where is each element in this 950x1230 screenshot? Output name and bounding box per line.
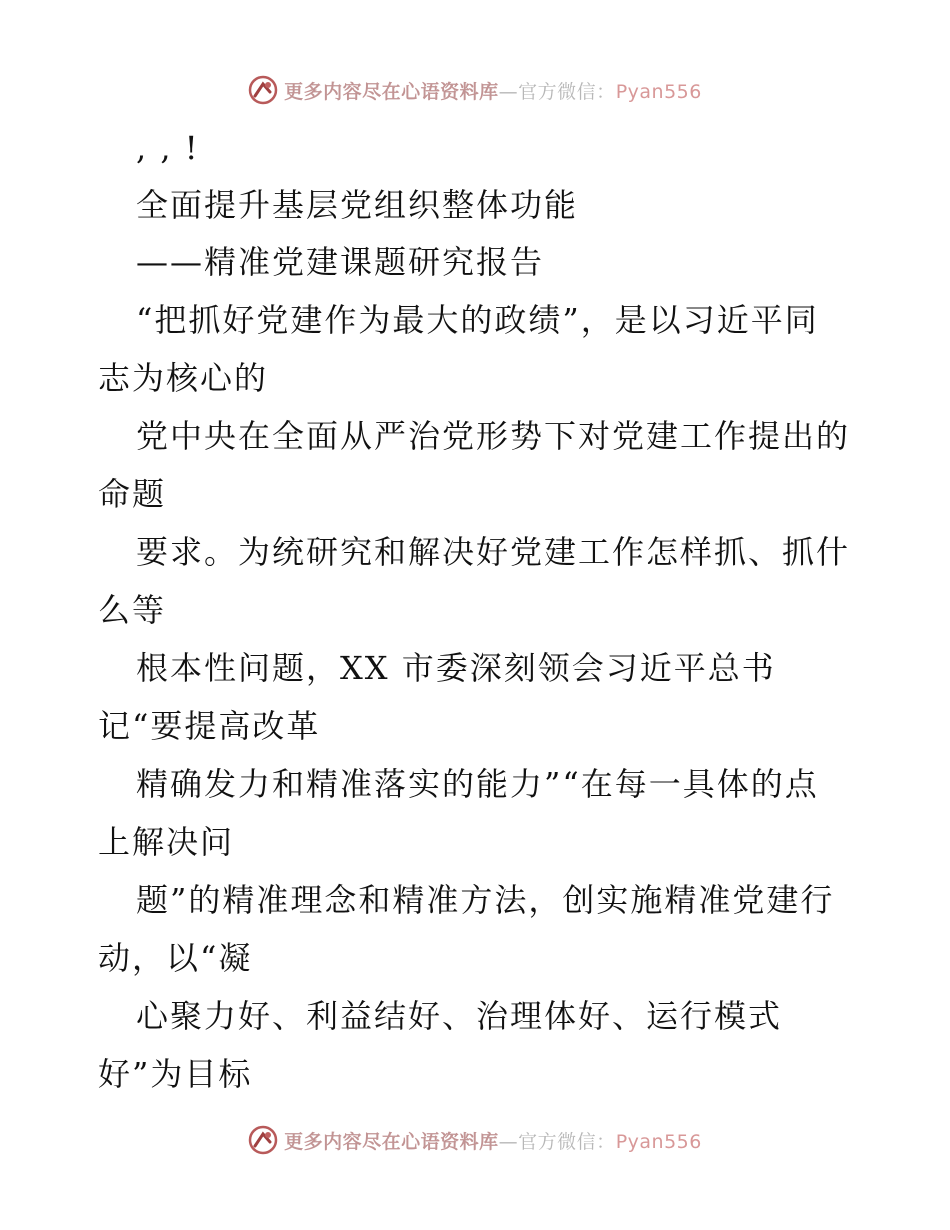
text-line: 精确发力和精准落实的能力”“在每一具体的点	[136, 765, 819, 803]
document-subtitle: ——精准党建课题研究报告	[136, 243, 545, 281]
footer-watermark	[0, 1120, 950, 1160]
text-line: 志为核心的	[98, 359, 269, 397]
text-line: 上解决问	[98, 823, 235, 861]
logo-icon	[248, 1125, 278, 1155]
text-line: “把抓好党建作为最大的政绩”，是以习近平同	[136, 301, 819, 339]
watermark-main: 更多内容尽在心语资料库	[284, 80, 499, 103]
text-line: 好”为目标	[98, 1055, 253, 1093]
text-line: 动，以“凝	[98, 939, 253, 977]
watermark-sub: —官方微信：	[498, 80, 616, 103]
text-line: 命题	[98, 475, 167, 513]
document-title: 全面提升基层党组织整体功能	[136, 186, 579, 224]
watermark-id: Pyan556	[615, 80, 702, 103]
watermark-id: Pyan556	[615, 1130, 702, 1153]
watermark-sub: —官方微信：	[498, 1130, 616, 1153]
watermark-main: 更多内容尽在心语资料库	[284, 1130, 499, 1153]
text-line: , , !	[136, 129, 200, 167]
text-line: 记“要提高改革	[98, 707, 321, 745]
text-line: 题”的精准理念和精准方法，创实施精准党建行	[136, 881, 835, 919]
text-line: 心聚力好、利益结好、治理体好、运行模式	[136, 997, 783, 1035]
text-line: 根本性问题，XX 市委深刻领会习近平总书	[136, 649, 776, 687]
watermark-text	[284, 1127, 702, 1154]
text-line: 党中央在全面从严治党形势下对党建工作提出的	[136, 417, 851, 455]
text-line: 要求。为统研究和解决好党建工作怎样抓、抓什	[136, 533, 851, 571]
text-line: 么等	[98, 591, 167, 629]
